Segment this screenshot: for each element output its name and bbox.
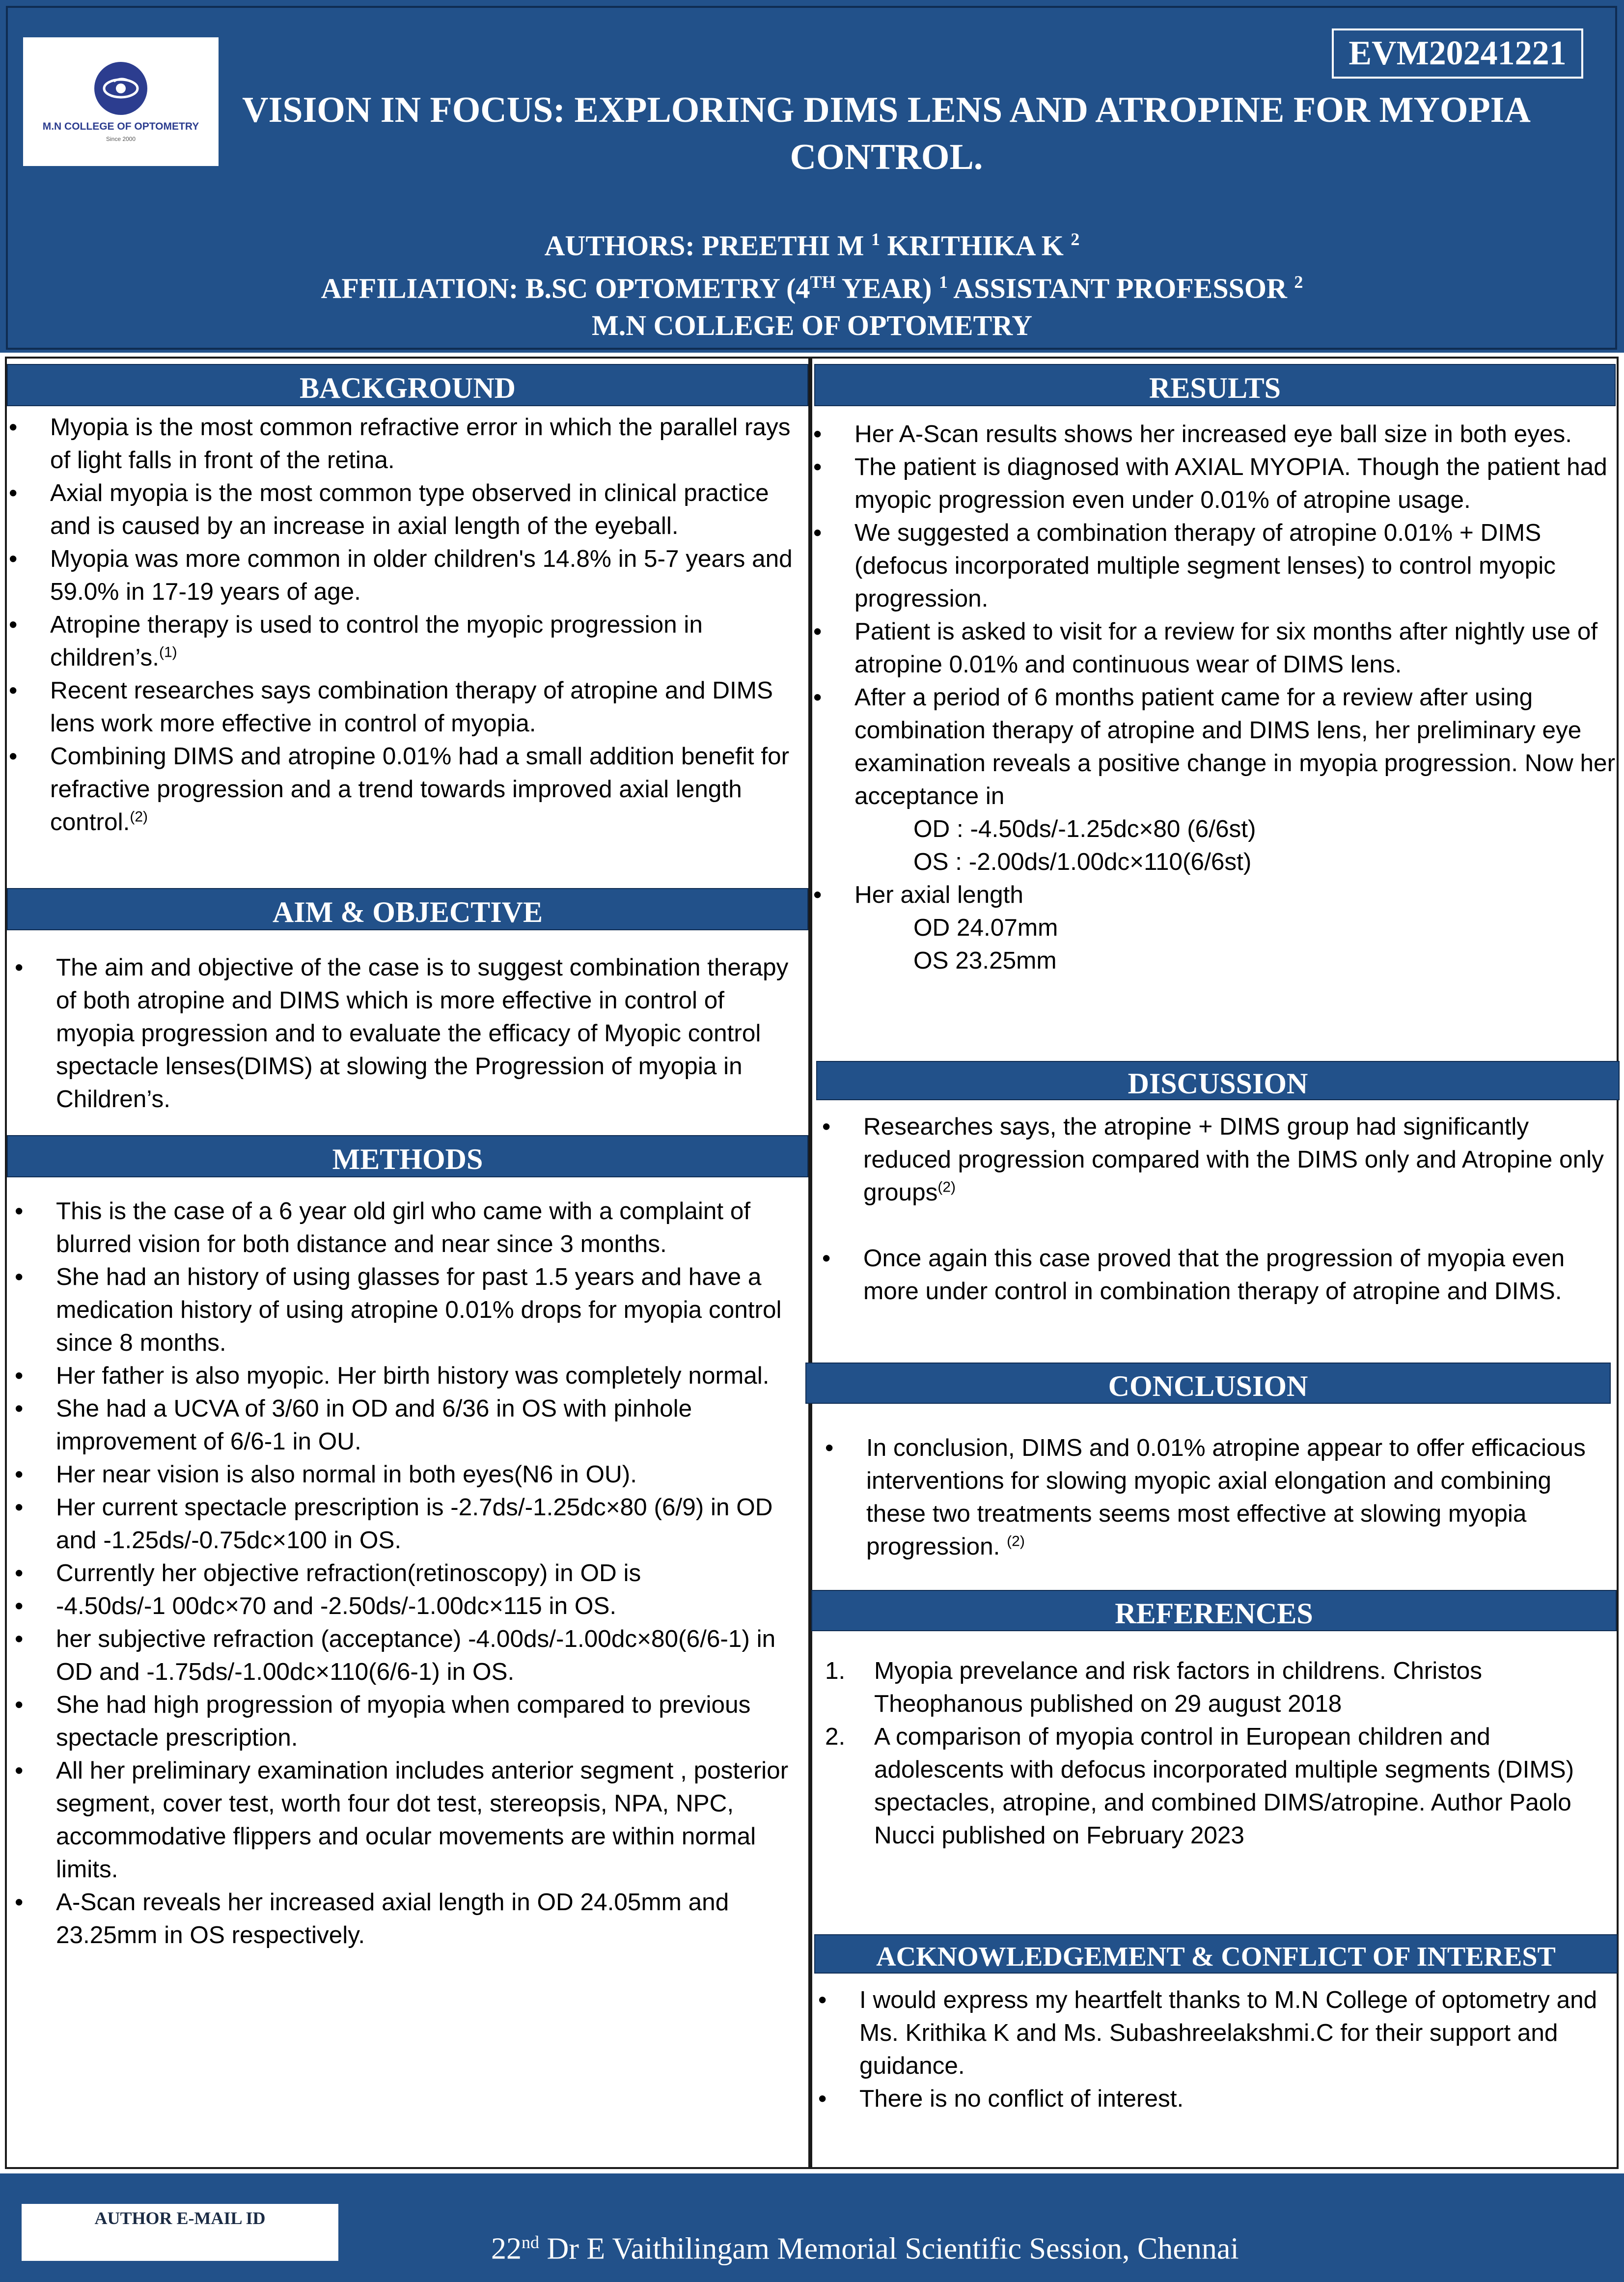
list-item: • Axial myopia is the most common type observed in clinical practice and is caused by an increase in axial length of the eyeball. [9, 476, 804, 542]
acknowledgement-list [818, 1983, 1604, 2115]
discussion-heading: DISCUSSION [816, 1061, 1620, 1100]
authors-block [0, 221, 1624, 344]
list-item: • Recent researches says combination therapy of atropine and DIMS lens work more effective in control of myopia. [9, 674, 804, 740]
list-item: • She had a UCVA of 3/60 in OD and 6/36 in OS with pinhole improvement of 6/6-1 in OU. [15, 1392, 810, 1458]
list-spacer [822, 1209, 1608, 1242]
methods-heading: METHODS [7, 1135, 808, 1177]
list-item: • Her A-Scan results shows her increased eye ball size in both eyes. [813, 417, 1617, 450]
list-item: • Combining DIMS and atropine 0.01% had a small addition benefit for refractive progression and a trend towards improved axial length control.$^{(2)}$ [9, 740, 804, 838]
conclusion-list [825, 1431, 1606, 1563]
discussion-list [822, 1110, 1608, 1308]
list-item: • Myopia is the most common refractive error in which the parallel rays of light falls in front of the retina. [9, 411, 804, 476]
background-list [9, 411, 804, 838]
list-item: • There is no conflict of interest. [818, 2082, 1604, 2115]
list-item: • All her preliminary examination includes anterior segment , posterior segment, cover test, worth four dot test, stereopsis, NPA, NPC, accommodative flippers and ocular movements are within normal limits. [15, 1754, 810, 1886]
list-item: • Her near vision is also normal in both eyes(N6 in OU). [15, 1458, 810, 1491]
results-heading: RESULTS [814, 364, 1616, 406]
authors-line: AUTHORS: PREETHI M $^1$ KRITHIKA K $^2$ [544, 229, 1080, 262]
os-acceptance: OS : -2.00ds/1.00dc×110(6/6st) [913, 848, 1252, 875]
list-item: • Atropine therapy is used to control the myopic progression in children’s.$^{(1)}$ [9, 608, 804, 674]
logo-since: Since 2000 [106, 136, 136, 142]
list-item: • Myopia was more common in older children's 14.8% in 5-7 years and 59.0% in 17-19 years of age. [9, 542, 804, 608]
list-item: • Her current spectacle prescription is -2.7ds/-1.25dc×80 (6/9) in OD and -1.25ds/-0.75dc×100 in OS. [15, 1491, 810, 1557]
list-item: • her subjective refraction (acceptance) -4.00ds/-1.00dc×80(6/6-1) in OD and -1.75ds/-1.00dc×110(6/6-1) in OS. [15, 1622, 810, 1688]
aim-list [15, 951, 796, 1115]
background-heading: BACKGROUND [7, 364, 808, 406]
affiliation-line: AFFILIATION: B.SC OPTOMETRY (4TH YEAR) $^1$ ASSISTANT PROFESSOR $^2$ [321, 272, 1303, 305]
acknowledgement-heading: ACKNOWLEDGEMENT & CONFLICT OF INTEREST [814, 1934, 1618, 1974]
reference-item: 2. A comparison of myopia control in European children and adolescents with defocus incorporated multiple segments (DIMS) spectacles, atropine, and combined DIMS/atropine. Author Paolo Nucci published on February 2023 [825, 1723, 1574, 1849]
list-item: • Researches says, the atropine + DIMS group had significantly reduced progression compared with the DIMS only and Atropine only groups$^{(2)}$ [822, 1110, 1608, 1209]
list-item: • Her father is also myopic. Her birth history was completely normal. [15, 1359, 810, 1392]
list-item: • In conclusion, DIMS and 0.01% atropine appear to offer efficacious interventions for slowing myopic axial elongation and combining these two treatments seems most effective at slowing myopia progression. $^{(2)}$ [825, 1431, 1606, 1563]
list-item: • A-Scan reveals her increased axial length in OD 24.05mm and 23.25mm in OS respectively. [15, 1886, 810, 1951]
logo-text: M.N COLLEGE OF OPTOMETRY [42, 121, 199, 132]
list-item: • She had an history of using glasses for past 1.5 years and have a medication history of using atropine 0.01% drops for myopia control since 8 months. [15, 1260, 810, 1359]
college-name: M.N COLLEGE OF OPTOMETRY [591, 309, 1033, 341]
list-item: • -4.50ds/-1 00dc×70 and -2.50ds/-1.00dc×115 in OS. [15, 1589, 810, 1622]
references-list [825, 1654, 1611, 1852]
results-list [813, 417, 1617, 977]
list-item: • The patient is diagnosed with AXIAL MYOPIA. Though the patient had myopic progression even under 0.01% of atropine usage. [813, 450, 1617, 516]
poster-code: EVM20241221 [1332, 28, 1583, 79]
conclusion-heading: CONCLUSION [805, 1363, 1611, 1404]
list-item: • I would express my heartfelt thanks to M.N College of optometry and Ms. Krithika K and Ms. Subashreelakshmi.C for their support and guidance. [818, 1983, 1604, 2082]
list-item: • Her axial length [813, 878, 1617, 911]
reference-item: 1. Myopia prevelance and risk factors in childrens. Christos Theophanous published on 29 august 2018 [825, 1657, 1483, 1717]
os-axial-length: OS 23.25mm [913, 947, 1057, 974]
od-axial-length: OD 24.07mm [913, 914, 1058, 941]
list-item: • The aim and objective of the case is to suggest combination therapy of both atropine and DIMS which is more effective in control of myopia progression and to evaluate the efficacy of Myopic control spectacle lenses(DIMS) at slowing the Progression of myopia in Children’s. [15, 951, 796, 1115]
list-item: • After a period of 6 months patient came for a review after using combination therapy of atropine and DIMS lens, her preliminary eye examination reveals a positive change in myopia progression. Now her acceptance in [813, 681, 1617, 812]
list-item: • Once again this case proved that the progression of myopia even more under control in combination therapy of atropine and DIMS. [822, 1242, 1608, 1308]
references-heading: REFERENCES [811, 1590, 1617, 1631]
od-acceptance: OD : -4.50ds/-1.25dc×80 (6/6st) [913, 815, 1256, 842]
author-email-box: AUTHOR E-MAIL ID [22, 2204, 338, 2261]
poster-title: VISION IN FOCUS: EXPLORING DIMS LENS AND ATROPINE FOR MYOPIA CONTROL. [242, 90, 1531, 177]
eye-emblem-icon [94, 62, 147, 115]
session-title: 22nd Dr E Vaithilingam Memorial Scientific Session, Chennai [491, 2232, 1239, 2266]
aim-heading: AIM & OBJECTIVE [7, 888, 808, 930]
methods-list [15, 1195, 810, 1951]
list-item: • Currently her objective refraction(retinoscopy) in OD is [15, 1557, 810, 1589]
list-item: • Patient is asked to visit for a review for six months after nightly use of atropine 0.01% and continuous wear of DIMS lens. [813, 615, 1617, 681]
list-item: • This is the case of a 6 year old girl who came with a complaint of blurred vision for both distance and near since 3 months. [15, 1195, 810, 1260]
list-item: • She had high progression of myopia when compared to previous spectacle prescription. [15, 1688, 810, 1754]
list-item: • We suggested a combination therapy of atropine 0.01% + DIMS (defocus incorporated multiple segment lenses) to control myopic progression. [813, 516, 1617, 615]
